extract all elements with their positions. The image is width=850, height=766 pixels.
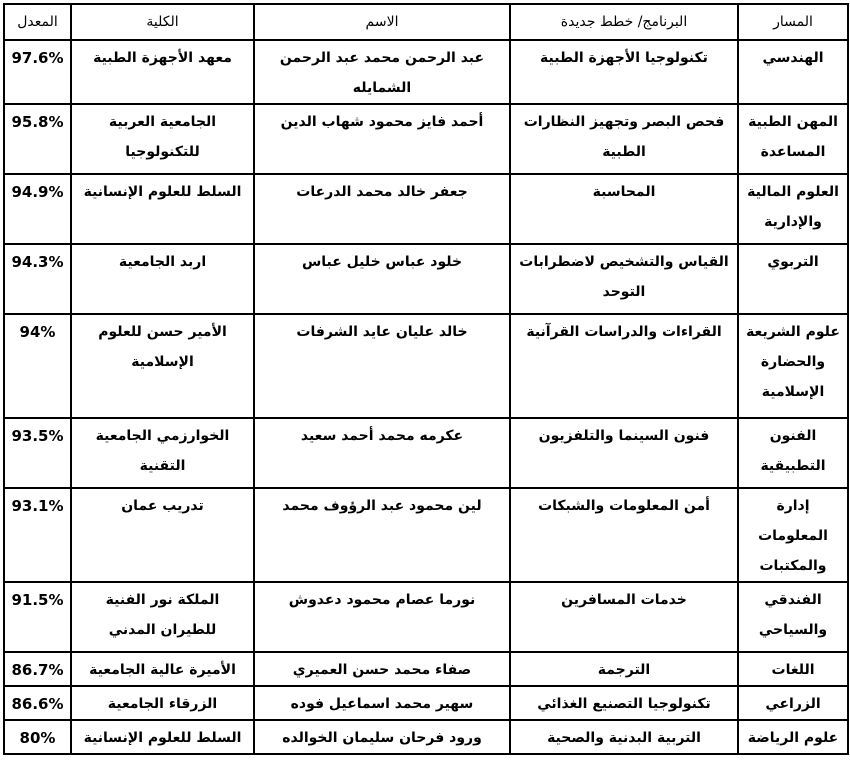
header-name: الاسم [254,4,510,40]
cell-track: المهن الطبية المساعدة [738,104,848,174]
cell-college: الأميرة عالية الجامعية [71,652,254,686]
cell-name: خالد عليان عايد الشرفات [254,314,510,418]
table-row [4,104,848,174]
cell-program: تكنولوجيا الأجهزة الطبية [510,40,738,104]
cell-average: 94.9% [4,174,71,244]
cell-name: صفاء محمد حسن العميري [254,652,510,686]
table-row [4,686,848,720]
cell-program: خدمات المسافرين [510,582,738,652]
cell-name: خلود عباس خليل عباس [254,244,510,314]
cell-track: التربوي [738,244,848,314]
cell-average: 80% [4,720,71,754]
cell-average: 93.1% [4,488,71,582]
cell-college: الزرقاء الجامعية [71,686,254,720]
table-row [4,40,848,104]
cell-college: معهد الأجهزة الطبية [71,40,254,104]
cell-college: الأمير حسن للعلوم الإسلامية [71,314,254,418]
table-row [4,418,848,488]
cell-program: أمن المعلومات والشبكات [510,488,738,582]
cell-program: فحص البصر وتجهيز النظارات الطبية [510,104,738,174]
results-table-container [3,3,849,755]
cell-program: المحاسبة [510,174,738,244]
cell-college: السلط للعلوم الإنسانية [71,174,254,244]
cell-average: 86.7% [4,652,71,686]
cell-track: الزراعي [738,686,848,720]
cell-track: الهندسي [738,40,848,104]
cell-name: سهير محمد اسماعيل فوده [254,686,510,720]
cell-average: 94.3% [4,244,71,314]
cell-program: تكنولوجيا التصنيع الغذائي [510,686,738,720]
results-table [3,3,849,755]
cell-average: 97.6% [4,40,71,104]
cell-college: الجامعية العربية للتكنولوجيا [71,104,254,174]
cell-average: 93.5% [4,418,71,488]
cell-track: الفنون التطبيقية [738,418,848,488]
cell-program: الترجمة [510,652,738,686]
table-row [4,174,848,244]
header-average: المعدل [4,4,71,40]
cell-name: أحمد فايز محمود شهاب الدين [254,104,510,174]
cell-college: تدريب عمان [71,488,254,582]
cell-average: 86.6% [4,686,71,720]
cell-college: الملكة نور الفنية للطيران المدني [71,582,254,652]
cell-program: القراءات والدراسات القرآنية [510,314,738,418]
cell-name: عبد الرحمن محمد عبد الرحمن الشمايله [254,40,510,104]
cell-name: عكرمه محمد أحمد سعيد [254,418,510,488]
cell-name: نورما عصام محمود دعدوش [254,582,510,652]
table-row [4,488,848,582]
header-college: الكلية [71,4,254,40]
header-track: المسار [738,4,848,40]
cell-program: فنون السينما والتلفزيون [510,418,738,488]
cell-program: القياس والتشخيص لاضطرابات التوحد [510,244,738,314]
table-row [4,652,848,686]
table-row [4,582,848,652]
cell-track: اللغات [738,652,848,686]
cell-college: الخوارزمي الجامعية التقنية [71,418,254,488]
cell-average: 91.5% [4,582,71,652]
cell-track: علوم الرياضة [738,720,848,754]
table-row [4,720,848,754]
cell-college: اربد الجامعية [71,244,254,314]
cell-track: الفندقي والسياحي [738,582,848,652]
cell-average: 95.8% [4,104,71,174]
table-row [4,244,848,314]
cell-program: التربية البدنية والصحية [510,720,738,754]
cell-track: إدارة المعلومات والمكتبات [738,488,848,582]
cell-track: العلوم المالية والإدارية [738,174,848,244]
cell-name: ورود فرحان سليمان الخوالده [254,720,510,754]
cell-average: 94% [4,314,71,418]
cell-name: جعفر خالد محمد الدرعات [254,174,510,244]
cell-college: السلط للعلوم الإنسانية [71,720,254,754]
cell-track: علوم الشريعة والحضارة الإسلامية [738,314,848,418]
table-row [4,314,848,418]
header-row [4,4,848,40]
header-program: البرنامج/ خطط جديدة [510,4,738,40]
cell-name: لين محمود عبد الرؤوف محمد [254,488,510,582]
